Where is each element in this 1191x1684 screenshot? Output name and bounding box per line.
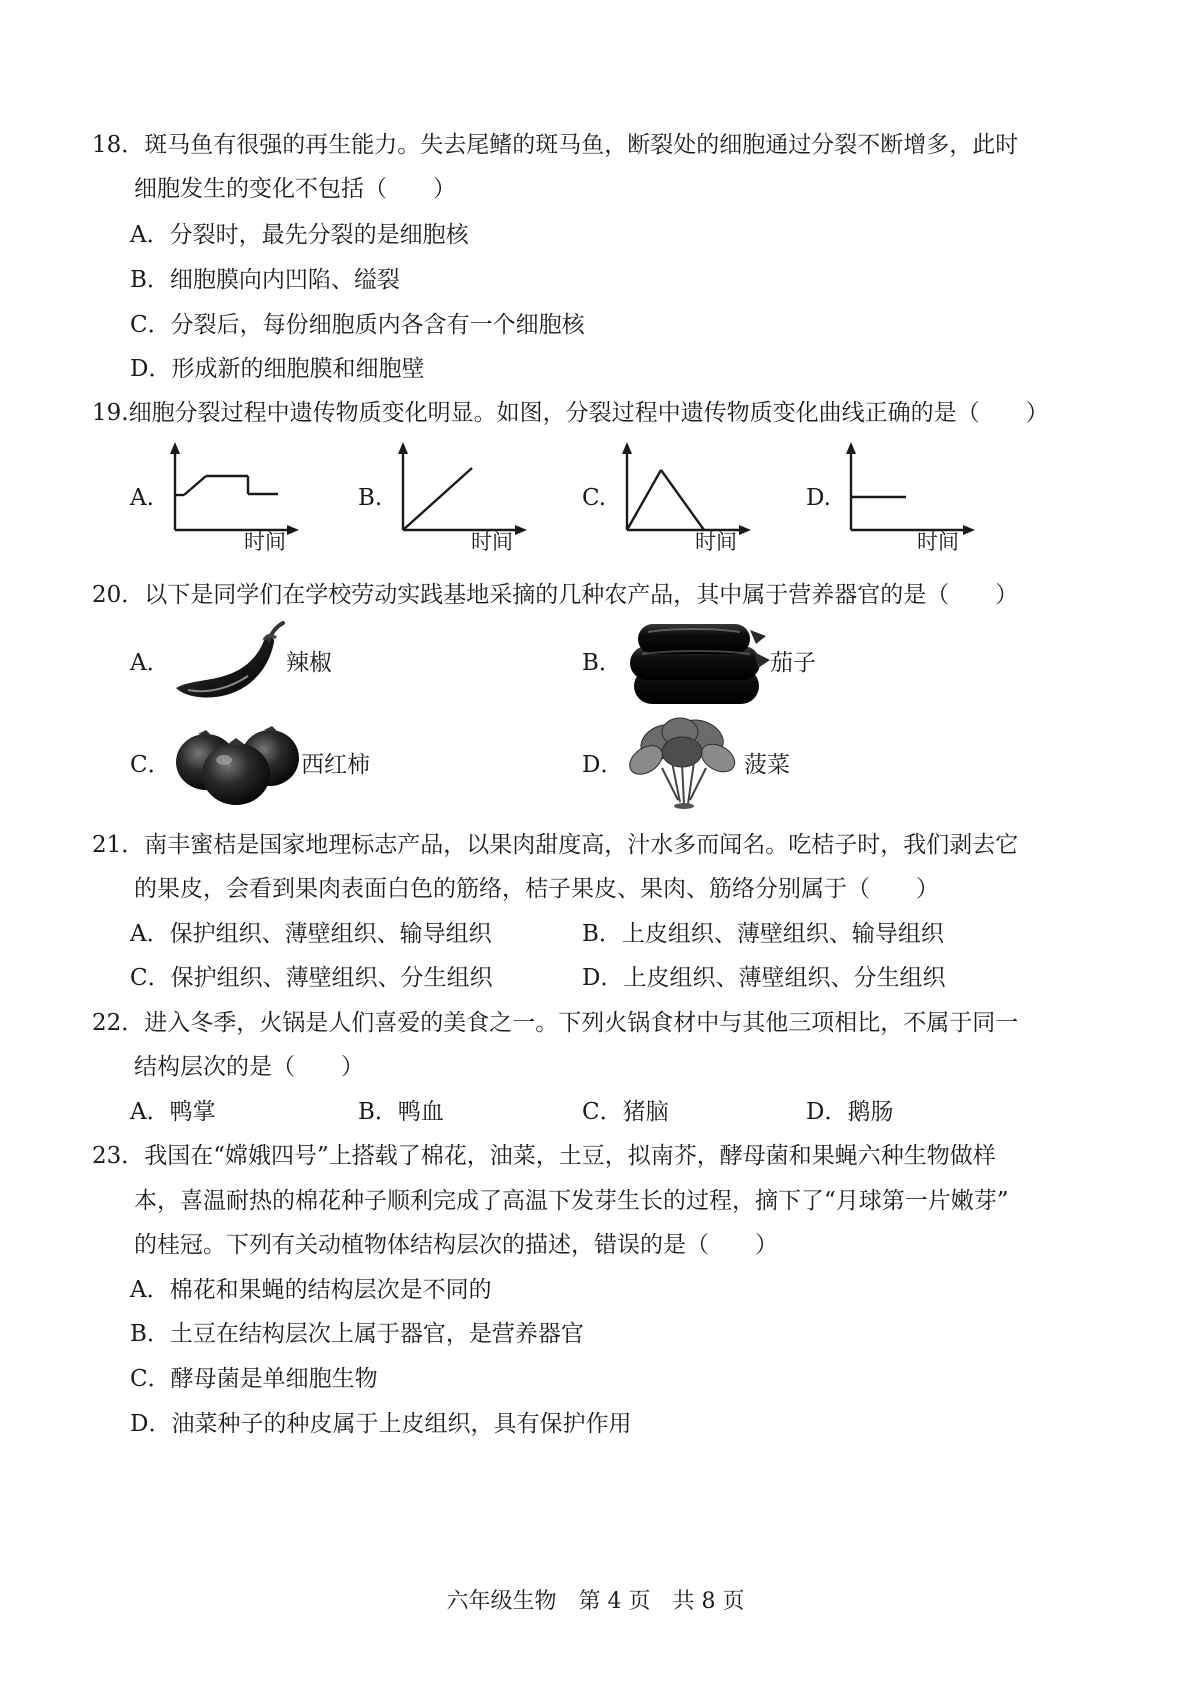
q19-option-d-letter: D.	[806, 485, 831, 511]
q19-option-b-letter: B.	[358, 485, 383, 511]
q23-option-a: A．棉花和果蝇的结构层次是不同的	[130, 1277, 492, 1303]
q21-option-d: D．上皮组织、薄壁组织、分生组织	[582, 965, 946, 991]
q20-option-a-letter: A．	[130, 650, 170, 676]
q21-stem-line2: 的果皮，会看到果肉表面白色的筋络，桔子果皮、果肉、筋络分别属于（ ）	[134, 876, 939, 902]
q20-option-d-label: 菠菜	[744, 752, 790, 778]
q19-graph-d	[842, 440, 982, 540]
q23-stem-line2: 本，喜温耐热的棉花种子顺利完成了高温下发芽生长的过程，摘下了“月球第一片嫩芽”	[134, 1188, 1009, 1214]
q22-option-d: D．鹅肠	[806, 1099, 894, 1125]
q18-option-c: C．分裂后，每份细胞质内各含有一个细胞核	[130, 312, 585, 338]
q19-graph-c	[618, 440, 758, 540]
q18-stem-line2: 细胞发生的变化不包括（ ）	[134, 176, 456, 202]
q21-option-b: B．上皮组织、薄壁组织、输导组织	[582, 921, 944, 947]
q23-option-d: D．油菜种子的种皮属于上皮组织，具有保护作用	[130, 1411, 632, 1437]
q23-stem-line3: 的桂冠。下列有关动植物体结构层次的描述，错误的是（ ）	[134, 1232, 778, 1258]
q20-option-b-letter: B．	[582, 650, 622, 676]
q19-graph-b	[394, 440, 534, 540]
q19-option-b-axis-label: 时间	[471, 530, 513, 554]
q19-option-c-letter: C.	[582, 485, 607, 511]
q19-stem: 19.细胞分裂过程中遗传物质变化明显。如图，分裂过程中遗传物质变化曲线正确的是（ ）	[92, 400, 1049, 426]
q22-option-c: C．猪脑	[582, 1099, 669, 1125]
q18-option-a: A．分裂时，最先分裂的是细胞核	[130, 222, 469, 248]
q23-stem-line1: 23．我国在“嫦娥四号”上搭载了棉花，油菜，土豆，拟南芥，酵母菌和果蝇六种生物做样	[92, 1143, 996, 1169]
q19-option-a-axis-label: 时间	[244, 530, 286, 554]
q18-option-d: D．形成新的细胞膜和细胞壁	[130, 356, 425, 382]
page-footer: 六年级生物 第 4 页 共 8 页	[446, 1589, 745, 1614]
q18-stem-line1: 18．斑马鱼有很强的再生能力。失去尾鳍的斑马鱼，断裂处的细胞通过分裂不断增多，此时	[92, 132, 1019, 158]
q20-option-c-letter: C．	[130, 752, 171, 778]
q19-option-d-axis-label: 时间	[917, 530, 959, 554]
q19-option-a-letter: A.	[130, 485, 154, 511]
tomato-photo-icon	[172, 718, 302, 808]
spinach-photo-icon	[622, 712, 744, 810]
q19-graph-a	[166, 440, 306, 540]
q20-option-a-label: 辣椒	[286, 650, 332, 676]
chili-pepper-photo-icon	[168, 618, 288, 708]
q23-option-c: C．酵母菌是单细胞生物	[130, 1366, 378, 1392]
q21-stem-line1: 21．南丰蜜桔是国家地理标志产品，以果肉甜度高，汁水多而闻名。吃桔子时，我们剥去它	[92, 832, 1019, 858]
q19-option-c-axis-label: 时间	[695, 530, 737, 554]
eggplant-photo-icon	[624, 620, 774, 710]
q20-option-c-label: 西红柿	[301, 752, 370, 778]
q22-option-a: A．鸭掌	[130, 1099, 216, 1125]
q20-option-b-label: 茄子	[770, 650, 816, 676]
q20-option-d-letter: D．	[582, 752, 624, 778]
q22-option-b: B．鸭血	[358, 1099, 444, 1125]
q23-option-b: B．土豆在结构层次上属于器官，是营养器官	[130, 1321, 584, 1347]
q20-stem: 20．以下是同学们在学校劳动实践基地采摘的几种农产品，其中属于营养器官的是（ ）	[92, 582, 1019, 608]
q22-stem-line1: 22．进入冬季，火锅是人们喜爱的美食之一。下列火锅食材中与其他三项相比，不属于同一	[92, 1010, 1019, 1036]
q21-option-a: A．保护组织、薄壁组织、输导组织	[130, 921, 492, 947]
q21-option-c: C．保护组织、薄壁组织、分生组织	[130, 965, 493, 991]
q22-stem-line2: 结构层次的是（ ）	[134, 1054, 364, 1080]
q18-option-b: B．细胞膜向内凹陷、缢裂	[130, 267, 400, 293]
